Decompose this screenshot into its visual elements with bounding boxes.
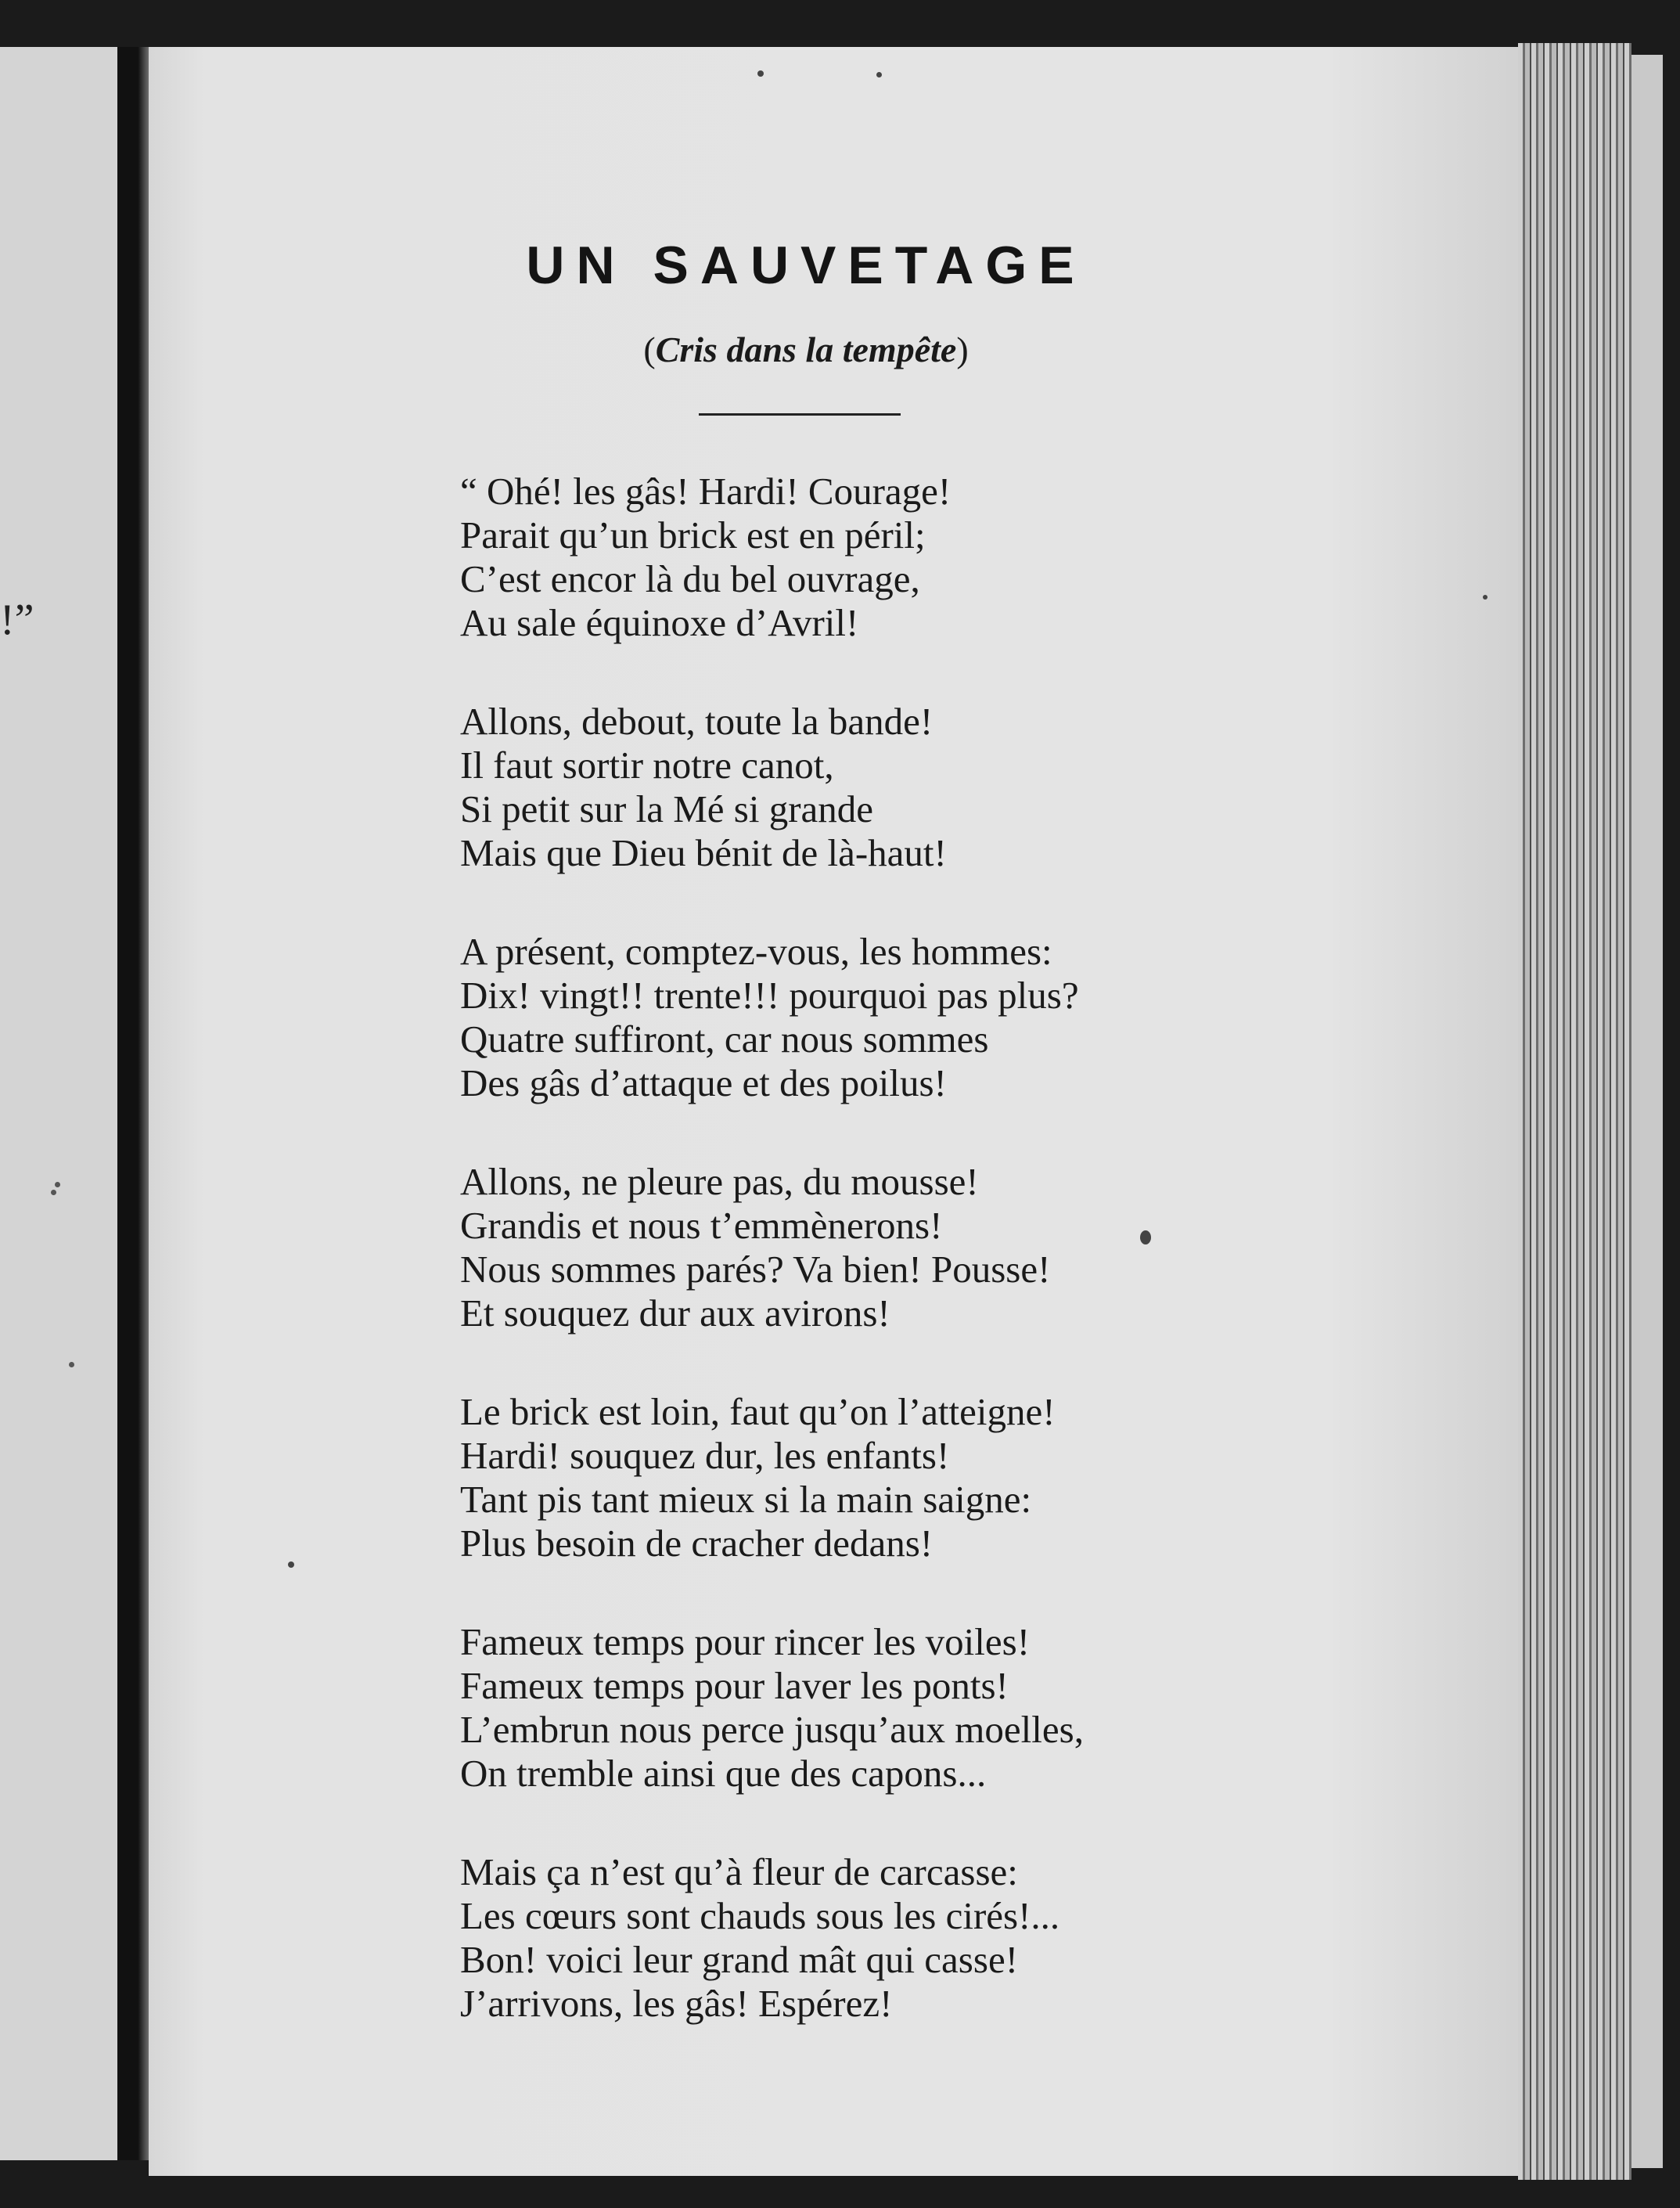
poem-line: Grandis et nous t’emmènerons! bbox=[460, 1204, 943, 1247]
poem-line: Parait qu’un brick est en péril; bbox=[460, 513, 926, 557]
poem-line: Allons, debout, toute la bande! bbox=[460, 700, 934, 743]
poem-line: Quatre suffiront, car nous sommes bbox=[460, 1018, 989, 1061]
poem-line: “ Ohé! les gâs! Hardi! Courage! bbox=[460, 470, 952, 513]
poem-title: UN SAUVETAGE bbox=[526, 236, 1086, 295]
ink-speck bbox=[55, 1182, 60, 1187]
poem-line: Fameux temps pour rincer les voiles! bbox=[460, 1620, 1031, 1663]
poem-line: J’arrivons, les gâs! Espérez! bbox=[460, 1982, 893, 2025]
ink-speck bbox=[51, 1190, 56, 1195]
poem-line: Plus besoin de cracher dedans! bbox=[460, 1522, 934, 1565]
poem-line: Les cœurs sont chauds sous les cirés!... bbox=[460, 1894, 1060, 1937]
poem-stanza bbox=[460, 1850, 1305, 2026]
title-divider bbox=[699, 413, 901, 416]
poem-line: A présent, comptez-vous, les hommes: bbox=[460, 930, 1052, 973]
poem-line: Il faut sortir notre canot, bbox=[460, 744, 834, 787]
subtitle-text: Cris dans la tempête bbox=[655, 330, 957, 369]
poem-line: Hardi! souquez dur, les enfants! bbox=[460, 1434, 950, 1477]
poem-line: Bon! voici leur grand mât qui casse! bbox=[460, 1938, 1019, 1981]
poem-line: Tant pis tant mieux si la main saigne: bbox=[460, 1478, 1032, 1521]
poem-stanza bbox=[460, 1620, 1305, 1796]
poem-body bbox=[460, 470, 1305, 2080]
left-page-text-fragment: !” bbox=[0, 596, 34, 644]
poem-line: Le brick est loin, faut qu’on l’atteigne! bbox=[460, 1390, 1056, 1433]
poem-stanza bbox=[460, 1390, 1305, 1565]
poem-line: Si petit sur la Mé si grande bbox=[460, 787, 874, 830]
poem-line: Nous sommes parés? Va bien! Pousse! bbox=[460, 1248, 1051, 1291]
subtitle-open-paren: ( bbox=[643, 330, 656, 369]
poem-line: Fameux temps pour laver les ponts! bbox=[460, 1664, 1009, 1707]
poem-stanza bbox=[460, 700, 1305, 875]
poem-line: Au sale équinoxe d’Avril! bbox=[460, 601, 859, 644]
poem-line: Allons, ne pleure pas, du mousse! bbox=[460, 1160, 979, 1203]
right-page-strip bbox=[1631, 55, 1663, 2168]
poem-stanza bbox=[460, 470, 1305, 645]
ink-speck bbox=[757, 70, 764, 77]
poem-line: Dix! vingt!! trente!!! pourquoi pas plus? bbox=[460, 974, 1079, 1017]
poem-line: Mais ça n’est qu’à fleur de carcasse: bbox=[460, 1850, 1018, 1893]
poem-stanza bbox=[460, 1160, 1305, 1335]
ink-speck bbox=[288, 1561, 294, 1568]
poem-line: C’est encor là du bel ouvrage, bbox=[460, 557, 920, 600]
ink-speck bbox=[1483, 595, 1488, 600]
poem-line: Des gâs d’attaque et des poilus! bbox=[460, 1061, 947, 1104]
poem-line: On tremble ainsi que des capons... bbox=[460, 1752, 987, 1795]
ink-speck bbox=[876, 72, 882, 77]
poem-stanza bbox=[460, 930, 1305, 1105]
poem-subtitle bbox=[0, 329, 1612, 370]
poem-line: L’embrun nous perce jusqu’aux moelles, bbox=[460, 1708, 1084, 1751]
subtitle-close-paren: ) bbox=[956, 330, 969, 369]
poem-line: Et souquez dur aux avirons! bbox=[460, 1291, 890, 1335]
poem-line: Mais que Dieu bénit de là-haut! bbox=[460, 831, 947, 874]
ink-speck bbox=[69, 1362, 74, 1367]
